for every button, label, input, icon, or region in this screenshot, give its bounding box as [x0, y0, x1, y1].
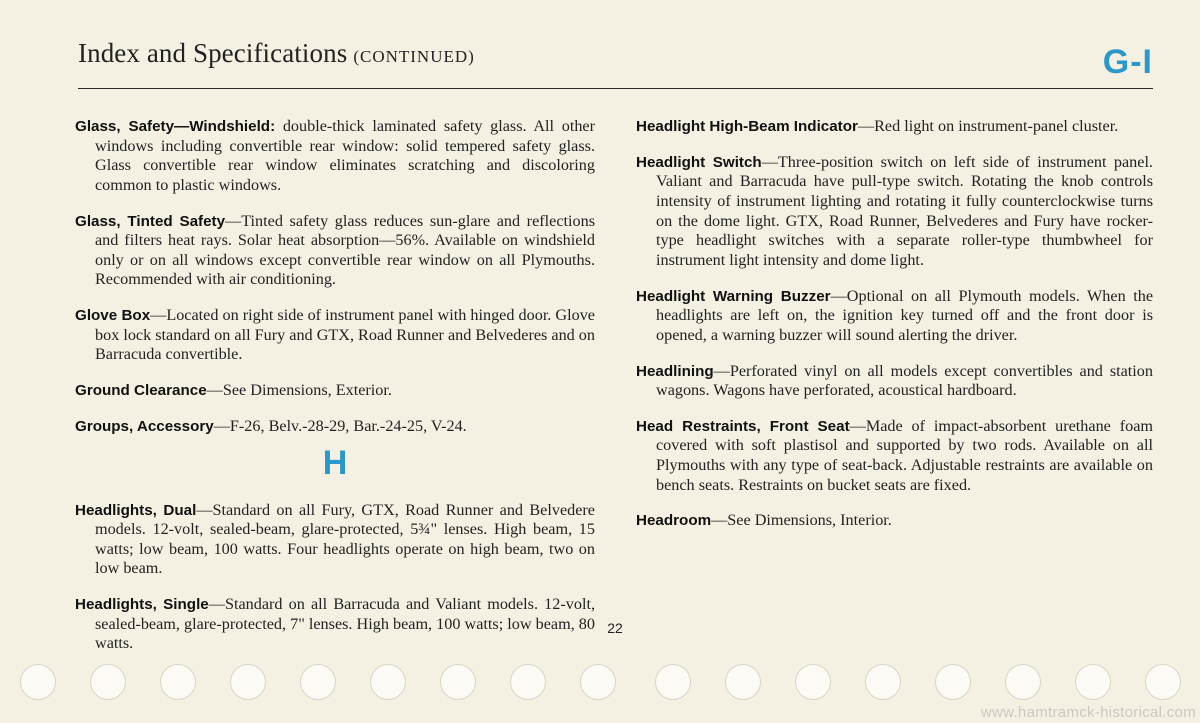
binder-punch-holes: [0, 664, 1200, 700]
entry-text: —Standard on all Fury, GTX, Road Runner and Belvedere models. 12-volt, sealed-beam, glare-protected, 5¾" lenses. High beam, 15 watts; low beam, 100 watts. Four headlights operate on high beam, two on low beam.: [95, 500, 595, 578]
letter-divider-h: H: [322, 444, 348, 483]
punch-hole: [440, 664, 476, 700]
punch-hole: [935, 664, 971, 700]
punch-hole: [655, 664, 691, 700]
index-entry: [75, 117, 595, 195]
punch-hole: [510, 664, 546, 700]
punch-hole: [370, 664, 406, 700]
section-code: G-I: [1102, 43, 1153, 81]
index-entry: [75, 417, 595, 437]
entry-text: —See Dimensions, Exterior.: [206, 381, 392, 400]
entry-term: Headroom: [636, 512, 712, 530]
page-number: 22: [607, 620, 623, 636]
index-entry: [636, 153, 1153, 271]
entry-text: —Red light on instrument-panel cluster.: [857, 117, 1119, 135]
punch-hole: [20, 664, 56, 700]
index-entry: [636, 117, 1153, 137]
page-title-continued: (CONTINUED): [353, 47, 475, 66]
punch-hole: [230, 664, 266, 700]
punch-hole: [580, 664, 616, 700]
index-entry: [75, 501, 595, 579]
entry-term: Head Restraints, Front Seat: [636, 417, 850, 435]
entry-term: Groups, Accessory: [75, 417, 214, 435]
entry-text: —Located on right side of instrument panel with hinged door. Glove box lock standard on all Fury and GTX, Road Runner and Belvederes and on Barracuda convertible.: [95, 306, 595, 364]
index-entry: [636, 362, 1153, 401]
punch-hole: [1145, 664, 1181, 700]
page-header: [78, 38, 1153, 89]
entry-text: —Tinted safety glass reduces sun-glare and reflections and filters heat rays. Solar heat absorption—56%. Available on windshield only or on all windows except convertible rear window on all Plymouths. Recommended with air conditioning.: [95, 211, 595, 289]
index-entry: [75, 212, 595, 290]
index-entry: [75, 381, 595, 401]
index-entry: [75, 306, 595, 365]
punch-hole: [1075, 664, 1111, 700]
punch-hole: [865, 664, 901, 700]
punch-hole: [795, 664, 831, 700]
entry-text: —See Dimensions, Interior.: [711, 511, 892, 530]
entry-term: Headlight Warning Buzzer: [636, 287, 831, 305]
entry-text: —Made of impact-absorbent urethane foam covered with soft plastisol and supported by two rods. Available on all Plymouths with any type of seat-back. Adjustable restraints are available on bench seats. Restraints on bucket seats are fixed.: [656, 416, 1153, 494]
site-watermark: www.hamtramck-historical.com: [980, 704, 1196, 721]
index-entry: [636, 511, 1153, 531]
entry-term: Glass, Safety—Windshield:: [75, 118, 276, 135]
punch-hole: [90, 664, 126, 700]
left-column: [75, 117, 595, 659]
entry-text: —F-26, Belv.-28-29, Bar.-24-25, V-24.: [213, 416, 467, 435]
entry-text: —Optional on all Plymouth models. When the headlights are left on, the ignition key turned off and the front door is opened, a warning buzzer will sound alerting the driver.: [656, 286, 1153, 344]
entry-text: —Perforated vinyl on all models except convertibles and station wagons. Wagons have perforated, acoustical hardboard.: [656, 361, 1153, 400]
entry-term: Ground Clearance: [75, 382, 207, 400]
entry-term: Headlights, Single: [75, 596, 209, 614]
punch-hole: [160, 664, 196, 700]
punch-hole: [300, 664, 336, 700]
index-entry: [636, 287, 1153, 346]
entry-term: Headlining: [636, 362, 714, 380]
entry-text: —Standard on all Barracuda and Valiant models. 12-volt, sealed-beam, glare-protected, 7" lenses. High beam, 100 watts; low beam, 80 watts.: [95, 595, 595, 653]
page-title-text: Index and Specifications: [78, 38, 348, 68]
punch-hole: [1005, 664, 1041, 700]
entry-term: Headlights, Dual: [75, 501, 197, 519]
right-column: [636, 117, 1153, 542]
entry-text: double-thick laminated safety glass. All other windows including convertible rear window: solid tempered safety glass. Glass convertible rear window eliminates scratching and discoloring common to plastic windows.: [95, 117, 595, 194]
page-title: [78, 38, 475, 69]
entry-term: Headlight Switch: [636, 153, 762, 171]
index-entry: [636, 417, 1153, 495]
entry-term: Glass, Tinted Safety: [75, 212, 226, 230]
entry-term: Headlight High-Beam Indicator: [636, 118, 858, 135]
entry-term: Glove Box: [75, 307, 151, 325]
punch-hole: [725, 664, 761, 700]
entry-text: —Three-position switch on left side of instrument panel. Valiant and Barracuda have pull-type switch. Rotating the knob controls intensity of instrument lighting and rotating it fully counterclockwise turns on the dome light. GTX, Road Runner, Belvederes and Fury have rocker-type headlight switches with a separate roller-type thumbwheel for instrument light intensity and dome light.: [656, 152, 1153, 269]
